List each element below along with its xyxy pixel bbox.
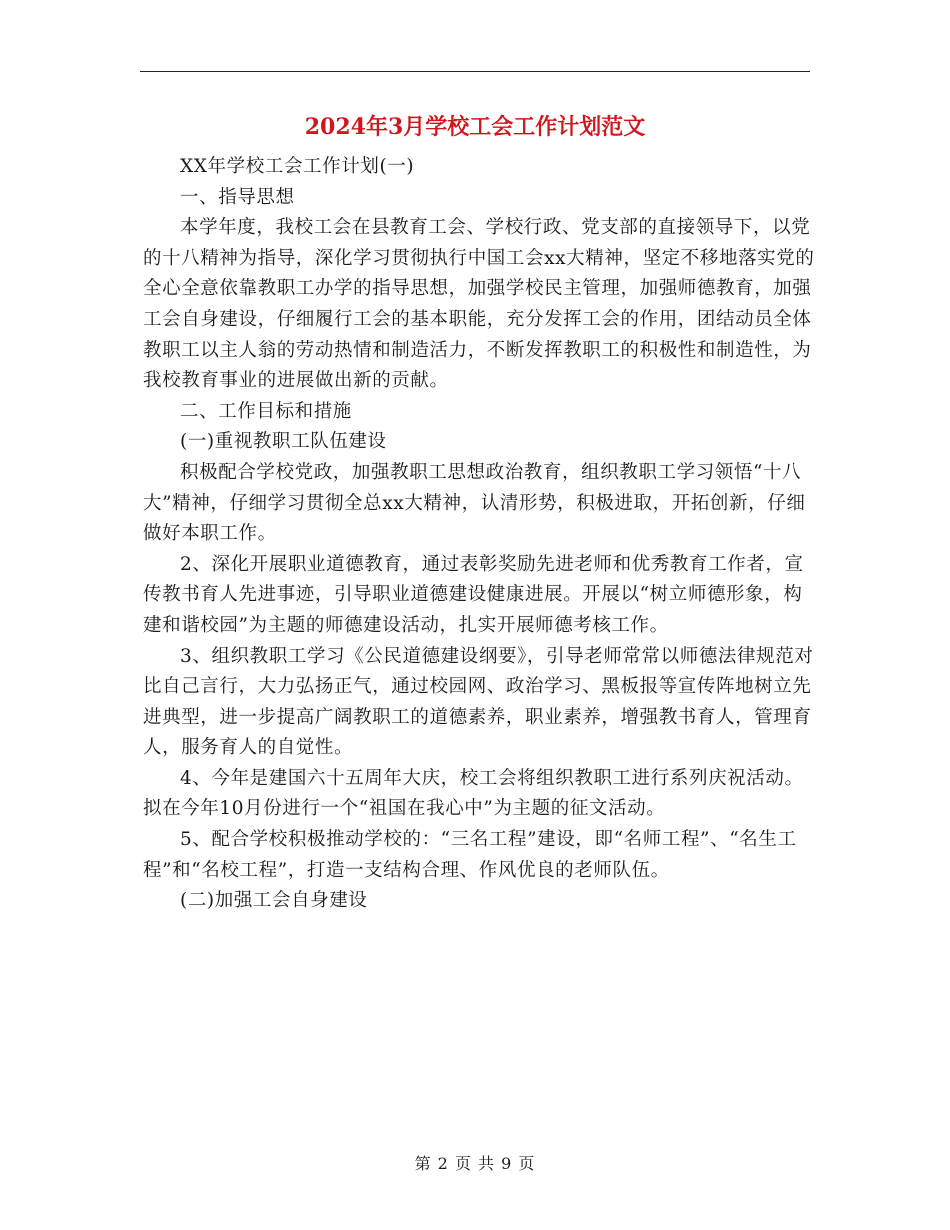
section-heading: (二)加强工会自身建设	[180, 890, 368, 912]
paragraph: 本学年度，我校工会在县教育工会、学校行政、党支部的直接领导下，以党的十八精神为指导，深化学习贯彻执行中国工会xx大精神，坚定不移地落实党的全心全意依靠教职工办学的指导思想，加强学校民主管理，加强师德教育，加强工会自身建设，仔细履行工会的基本职能，充分发挥工会的作用，团结动员全体教职工以主人翁的劳动热情和制造活力，不断发挥教职工的积极性和制造性，为我校教育事业的进展做出新的贡献。	[143, 217, 815, 392]
paragraph: 5、配合学校积极推动学校的：“三名工程”建设，即“名师工程”、“名生工程”和“名校工程”，打造一支结构合理、作风优良的老师队伍。	[143, 829, 797, 881]
paragraph: 2、深化开展职业道德教育，通过表彰奖励先进老师和优秀教育工作者，宣传教书育人先进事迹，引导职业道德建设健康进展。开展以“树立师德形象，构建和谐校园”为主题的师德建设活动，扎实开展师德考核工作。	[143, 553, 804, 636]
section-heading: 一、指导思想	[180, 186, 295, 208]
section-heading: 二、工作目标和措施	[180, 400, 352, 422]
header-rule	[140, 71, 810, 72]
page-number: 第 2 页 共 9 页	[414, 1154, 536, 1173]
section-heading: (一)重视教职工队伍建设	[180, 431, 387, 453]
document-title: 2024年3月学校工会工作计划范文	[304, 114, 646, 140]
paragraph: 积极配合学校党政，加强教职工思想政治教育，组织教职工学习领悟“十八大”精神，仔细学习贯彻全总xx大精神，认清形势，积极进取，开拓创新，仔细做好本职工作。	[143, 461, 806, 545]
section-heading: XX年学校工会工作计划(一)	[180, 156, 415, 177]
paragraph: 3、组织教职工学习《公民道德建设纲要》，引导老师常常以师德法律规范对比自己言行，大力弘扬正气，通过校园网、政治学习、黑板报等宣传阵地树立先进典型，进一步提高广阔教职工的道德素养，职业素养，增强教书育人，管理育人，服务育人的自觉性。	[143, 645, 814, 759]
document-body	[143, 152, 815, 917]
paragraph: 4、今年是建国六十五周年大庆，校工会将组织教职工进行系列庆祝活动。拟在今年10月份进行一个“祖国在我心中”为主题的征文活动。	[143, 767, 804, 820]
